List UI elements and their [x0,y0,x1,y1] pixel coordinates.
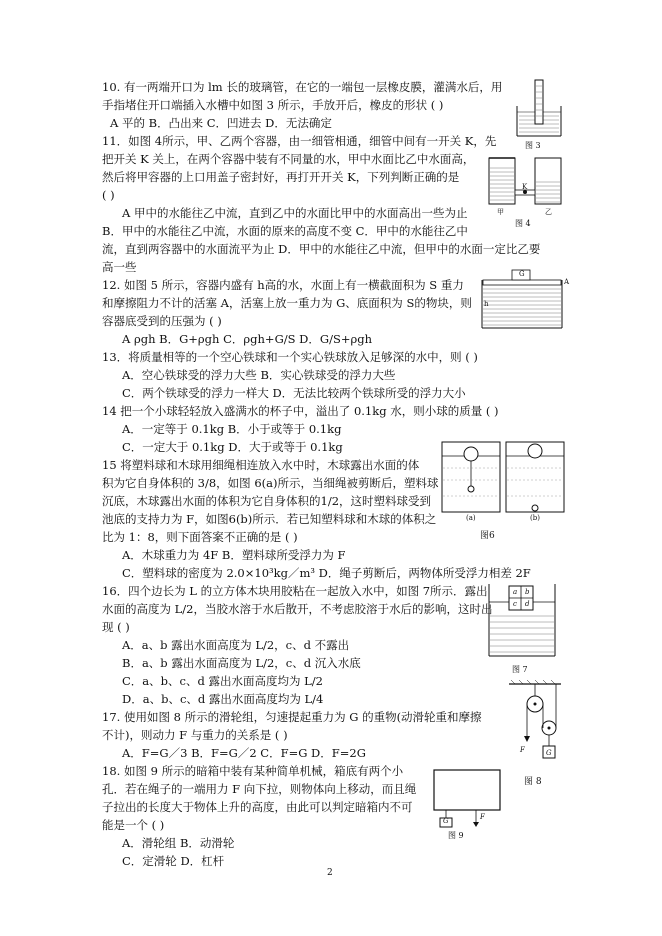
text-line: 11．如图 4所示，甲、乙两个容器，由一细管相通，细管中间有一开关 K，先 [102,134,497,148]
page-number: 2 [327,868,333,878]
figure-3-tube-in-tank [515,78,565,148]
text-line: 手指堵住开口端插入水槽中如图 3 所示，手放开后，橡皮的形状 ( ) [102,98,444,112]
text-line: 然后将甲容器的上口用盖子密封好，再打开开关 K，下列判断正确的是 [102,170,460,184]
figure-8-label-g: G [546,749,552,757]
figure-8-caption: 图 8 [524,777,542,787]
figure-7-label-b: b [525,588,530,596]
text-line: D．a、b、c、d 露出水面高度均为 L/4 [122,692,324,706]
text-line: A ρgh B．G+ρgh C．ρgh+G/S D．G/S+ρgh [122,332,372,346]
figure-6-label-b: (b) [530,514,540,522]
text-line: C．塑料球的密度为 2.0×10³kg／m³ D．绳子剪断后，两物体所受浮力相差 2F [122,566,531,580]
figure-4-label-jia: 甲 [497,208,504,216]
text-line: 和摩擦阻力不计的活塞 A，活塞上放一重力为 G、底面积为 S的物块，则 [102,296,472,310]
figure-5-label-h: h [484,300,489,308]
figure-7-label-c: c [513,600,517,608]
text-line: A．木球重力为 4F B．塑料球所受浮力为 F [122,548,346,562]
text-line: 12. 如图 5 所示，容器内盛有 h高的水，水面上有一横截面积为 S 重力 [102,278,464,292]
figure-3-caption: 图 3 [525,141,541,150]
figure-6-two-beakers [440,440,568,524]
text-line: 子拉出的长度大于物体上升的高度，由此可以判定暗箱内不可 [102,800,413,814]
text-line: A 平的 B．凸出来 C．凹进去 D．无法确定 [110,116,332,130]
text-line: 现 ( ) [102,620,130,634]
figure-4-caption: 图 4 [515,219,531,228]
figure-9-label-g: G [443,817,449,825]
text-line: A 甲中的水能往乙中流，直到乙中的水面比甲中的水面高出一些为止 [122,206,468,220]
text-line: 把开关 K 关上，在两个容器中装有不同量的水，甲中水面比乙中水面高， [102,152,475,166]
text-line: 水面的高度为 L/2，当胶水溶于水后散开，不考虑胶溶于水后的影响，这时出 [102,602,493,616]
figure-7-caption: 图 7 [512,665,528,674]
figure-4-label-k: K [522,183,528,191]
figure-9-caption: 图 9 [448,831,464,840]
text-line: 13．将质量相等的一个空心铁球和一个实心铁球放入足够深的水中，则 ( ) [102,350,478,364]
figure-4-label-yi: 乙 [545,208,552,216]
text-line: 17. 使用如图 8 所示的滑轮组，匀速提起重力为 G 的重物(动滑轮重和摩擦 [102,710,482,724]
text-line: A．空心铁球受的浮力大些 B．实心铁球受的浮力大些 [122,368,396,382]
text-line: 积为它自身体积的 3/8，如图 6(a)所示，当细绳被剪断后，塑料球 [102,476,439,490]
figure-9-label-f: F [480,813,485,821]
text-line: 14 把一个小球轻轻放入盛满水的杯子中，溢出了 0.1kg 水，则小球的质量 ( ) [102,404,499,418]
figure-7-label-a: a [513,588,518,596]
text-line: A．F=G／3 B．F=G／2 C．F=G D．F=2G [122,746,366,760]
figure-5-label-a: A [564,278,570,286]
figure-6-caption: 图6 [480,531,495,541]
figure-7-label-d: d [525,600,530,608]
text-line: 沉底，木球露出水面的体积为它自身体积的1/2，这时塑料球受到 [102,494,432,508]
text-line: 不计)，则动力 F 与重力的关系是 ( ) [102,728,288,742]
figure-8-label-f: F [520,746,525,754]
figure-5-label-g: G [519,270,525,278]
figure-6-label-a: (a) [466,514,476,522]
text-line: A．a、b 露出水面高度为 L/2，c、d 不露出 [122,638,350,652]
text-line: 15 将塑料球和木球用细绳相连放入水中时，木球露出水面的体 [102,458,420,472]
text-line: 孔．若在绳子的一端用力 F 向下拉，则物体向上移动，而且绳 [102,782,417,796]
text-line: ( ) [102,188,115,202]
figure-7-four-cubes [487,580,557,658]
text-line: 能是一个 ( ) [102,818,165,832]
text-line: C．一定大于 0.1kg D．大于或等于 0.1kg [122,440,343,454]
text-line: 18. 如图 9 所示的暗箱中装有某种简单机械，箱底有两个小 [102,764,404,778]
text-line: 16．四个边长为 L 的立方体木块用胶粘在一起放入水中，如图 7所示．露出 [102,584,488,598]
text-line: C．定滑轮 D．杠杆 [122,854,225,868]
text-line: 池底的支持力为 F，如图6(b)所示．若已知塑料球和木球的体积之 [102,512,437,526]
text-line: C．a、b、c、d 露出水面高度均为 L/2 [122,674,323,688]
text-line: 比为 1：8，则下面答案不正确的是 ( ) [102,530,298,544]
text-line: A．一定等于 0.1kg B．小于或等于 0.1kg [122,422,342,436]
text-line: B．a、b 露出水面高度为 L/2，c、d 沉入水底 [122,656,361,670]
text-line: 容器底受到的压强为 ( ) [102,314,222,328]
text-line: C．两个铁球受的浮力一样大 D．无法比较两个铁球所受的浮力大小 [122,386,466,400]
text-line: A．滑轮组 B．动滑轮 [122,836,235,850]
figure-8-pulley [505,680,565,768]
text-line: 流，直到两容器中的水面流平为止 D．甲中的水能往乙中流，但甲中的水面一定比乙要 [102,242,541,256]
text-line: 高一些 [102,260,137,274]
text-line: 10. 有一两端开口为 lm 长的玻璃管，在它的一端包一层橡皮膜，灌满水后，用 [102,80,503,94]
text-line: B．甲中的水能往乙中流，水面的原来的高度不变 C．甲中的水能往乙中 [102,224,468,238]
